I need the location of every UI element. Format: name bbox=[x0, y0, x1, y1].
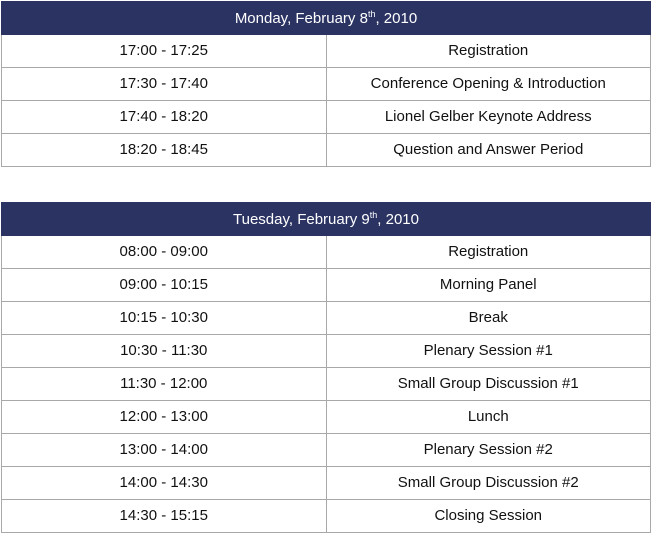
day-header-ordinal: th bbox=[367, 8, 376, 19]
event-cell: Registration bbox=[326, 35, 651, 68]
table-row bbox=[2, 401, 651, 434]
day-header-date: Monday, February 8 bbox=[234, 9, 368, 27]
day-header-year: , 2010 bbox=[375, 9, 418, 27]
table-row bbox=[2, 500, 651, 533]
event-cell: Small Group Discussion #2 bbox=[326, 467, 651, 500]
time-cell: 14:30 - 15:15 bbox=[2, 500, 327, 533]
day-header-row bbox=[2, 203, 651, 236]
time-cell: 08:00 - 09:00 bbox=[2, 236, 327, 269]
time-cell: 18:20 - 18:45 bbox=[2, 134, 327, 167]
schedule-table-day-1 bbox=[1, 1, 651, 167]
time-cell: 13:00 - 14:00 bbox=[2, 434, 327, 467]
time-cell: 11:30 - 12:00 bbox=[2, 368, 327, 401]
time-cell: 10:15 - 10:30 bbox=[2, 302, 327, 335]
schedule-table-day-2 bbox=[1, 202, 651, 533]
table-row bbox=[2, 368, 651, 401]
table-row bbox=[2, 236, 651, 269]
table-row bbox=[2, 302, 651, 335]
event-cell: Conference Opening & Introduction bbox=[326, 68, 651, 101]
day-header-ordinal: th bbox=[369, 209, 378, 220]
day-header-row bbox=[2, 2, 651, 35]
table-row bbox=[2, 269, 651, 302]
event-cell: Closing Session bbox=[326, 500, 651, 533]
table-row bbox=[2, 434, 651, 467]
time-cell: 12:00 - 13:00 bbox=[2, 401, 327, 434]
event-cell: Lionel Gelber Keynote Address bbox=[326, 101, 651, 134]
day-header-date: Tuesday, February 9 bbox=[233, 210, 370, 228]
day-header bbox=[2, 2, 651, 35]
event-cell: Registration bbox=[326, 236, 651, 269]
table-row bbox=[2, 467, 651, 500]
table-row bbox=[2, 68, 651, 101]
event-cell: Break bbox=[326, 302, 651, 335]
event-cell: Plenary Session #1 bbox=[326, 335, 651, 368]
event-cell: Morning Panel bbox=[326, 269, 651, 302]
table-row bbox=[2, 335, 651, 368]
table-row bbox=[2, 35, 651, 68]
event-cell: Lunch bbox=[326, 401, 651, 434]
time-cell: 17:30 - 17:40 bbox=[2, 68, 327, 101]
event-cell: Question and Answer Period bbox=[326, 134, 651, 167]
time-cell: 09:00 - 10:15 bbox=[2, 269, 327, 302]
time-cell: 17:40 - 18:20 bbox=[2, 101, 327, 134]
time-cell: 10:30 - 11:30 bbox=[2, 335, 327, 368]
table-row bbox=[2, 134, 651, 167]
time-cell: 17:00 - 17:25 bbox=[2, 35, 327, 68]
event-cell: Small Group Discussion #1 bbox=[326, 368, 651, 401]
day-header-year: , 2010 bbox=[377, 210, 419, 228]
event-cell: Plenary Session #2 bbox=[326, 434, 651, 467]
time-cell: 14:00 - 14:30 bbox=[2, 467, 327, 500]
table-row bbox=[2, 101, 651, 134]
day-header bbox=[2, 203, 651, 236]
